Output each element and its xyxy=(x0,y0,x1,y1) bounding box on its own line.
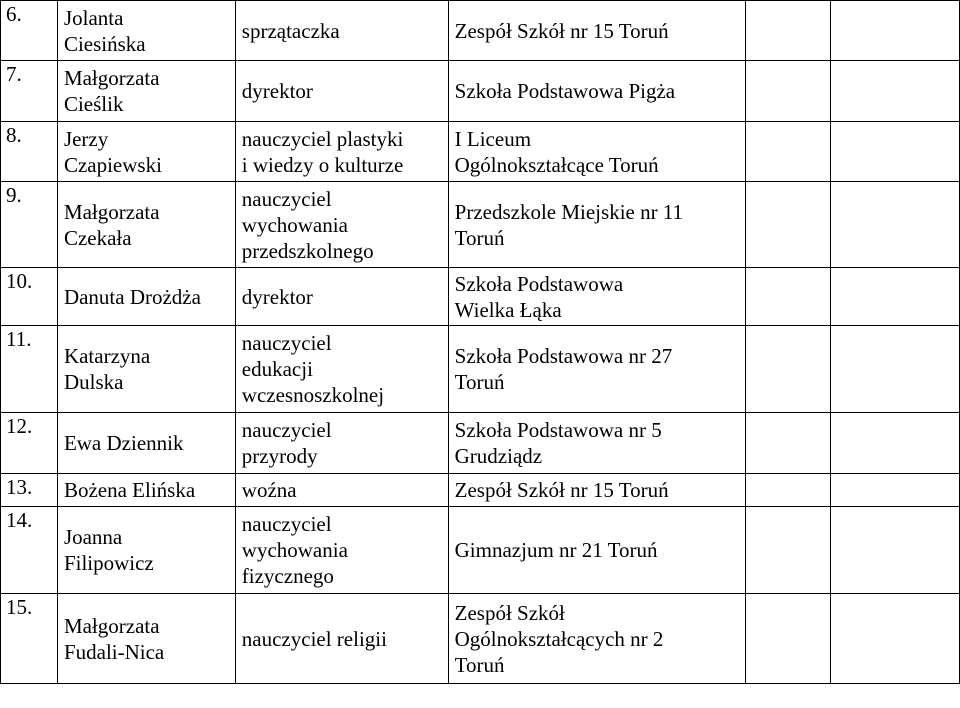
row-number: 13. xyxy=(1,474,58,507)
empty-cell xyxy=(746,474,831,507)
empty-cell xyxy=(831,326,960,413)
empty-cell xyxy=(831,182,960,268)
empty-cell xyxy=(831,268,960,326)
empty-cell xyxy=(746,594,831,684)
row-number: 10. xyxy=(1,268,58,326)
school-name: Szkoła Podstawowa Pigża xyxy=(448,61,746,122)
table-row xyxy=(1,594,960,684)
empty-cell xyxy=(746,182,831,268)
empty-cell xyxy=(746,1,831,61)
table-row xyxy=(1,182,960,268)
person-name: Jolanta Ciesińska xyxy=(57,1,235,61)
row-number: 14. xyxy=(1,507,58,594)
school-name: Gimnazjum nr 21 Toruń xyxy=(448,507,746,594)
person-name: Ewa Dziennik xyxy=(57,413,235,474)
table-row xyxy=(1,507,960,594)
job-position: sprzątaczka xyxy=(235,1,448,61)
job-position: nauczyciel edukacji wczesnoszkolnej xyxy=(235,326,448,413)
job-position: nauczyciel wychowania fizycznego xyxy=(235,507,448,594)
table-row xyxy=(1,474,960,507)
school-name: Szkoła Podstawowa nr 27 Toruń xyxy=(448,326,746,413)
table-row xyxy=(1,413,960,474)
empty-cell xyxy=(746,268,831,326)
person-name: Katarzyna Dulska xyxy=(57,326,235,413)
table-row xyxy=(1,268,960,326)
school-name: Zespół Szkół nr 15 Toruń xyxy=(448,1,746,61)
job-position: dyrektor xyxy=(235,61,448,122)
job-position: nauczyciel plastyki i wiedzy o kulturze xyxy=(235,122,448,182)
empty-cell xyxy=(831,61,960,122)
row-number: 11. xyxy=(1,326,58,413)
job-position: nauczyciel przyrody xyxy=(235,413,448,474)
person-name: Bożena Elińska xyxy=(57,474,235,507)
empty-cell xyxy=(831,507,960,594)
empty-cell xyxy=(746,326,831,413)
row-number: 7. xyxy=(1,61,58,122)
school-name: Zespół Szkół nr 15 Toruń xyxy=(448,474,746,507)
row-number: 9. xyxy=(1,182,58,268)
school-name: I Liceum Ogólnokształcące Toruń xyxy=(448,122,746,182)
empty-cell xyxy=(831,474,960,507)
table-row xyxy=(1,61,960,122)
empty-cell xyxy=(746,61,831,122)
person-name: Danuta Drożdża xyxy=(57,268,235,326)
table-row xyxy=(1,326,960,413)
job-position: dyrektor xyxy=(235,268,448,326)
job-position: woźna xyxy=(235,474,448,507)
job-position: nauczyciel religii xyxy=(235,594,448,684)
row-number: 6. xyxy=(1,1,58,61)
table-row xyxy=(1,1,960,61)
table-row xyxy=(1,122,960,182)
empty-cell xyxy=(746,413,831,474)
empty-cell xyxy=(746,122,831,182)
school-name: Szkoła Podstawowa Wielka Łąka xyxy=(448,268,746,326)
person-name: Joanna Filipowicz xyxy=(57,507,235,594)
empty-cell xyxy=(831,1,960,61)
empty-cell xyxy=(831,122,960,182)
row-number: 15. xyxy=(1,594,58,684)
empty-cell xyxy=(831,413,960,474)
empty-cell xyxy=(746,507,831,594)
empty-cell xyxy=(831,594,960,684)
person-name: Małgorzata Cieślik xyxy=(57,61,235,122)
person-name: Małgorzata Fudali-Nica xyxy=(57,594,235,684)
row-number: 8. xyxy=(1,122,58,182)
person-name: Jerzy Czapiewski xyxy=(57,122,235,182)
school-name: Przedszkole Miejskie nr 11 Toruń xyxy=(448,182,746,268)
row-number: 12. xyxy=(1,413,58,474)
school-name: Zespół Szkół Ogólnokształcących nr 2 Toruń xyxy=(448,594,746,684)
school-name: Szkoła Podstawowa nr 5 Grudziądz xyxy=(448,413,746,474)
person-name: Małgorzata Czekała xyxy=(57,182,235,268)
job-position: nauczyciel wychowania przedszkolnego xyxy=(235,182,448,268)
